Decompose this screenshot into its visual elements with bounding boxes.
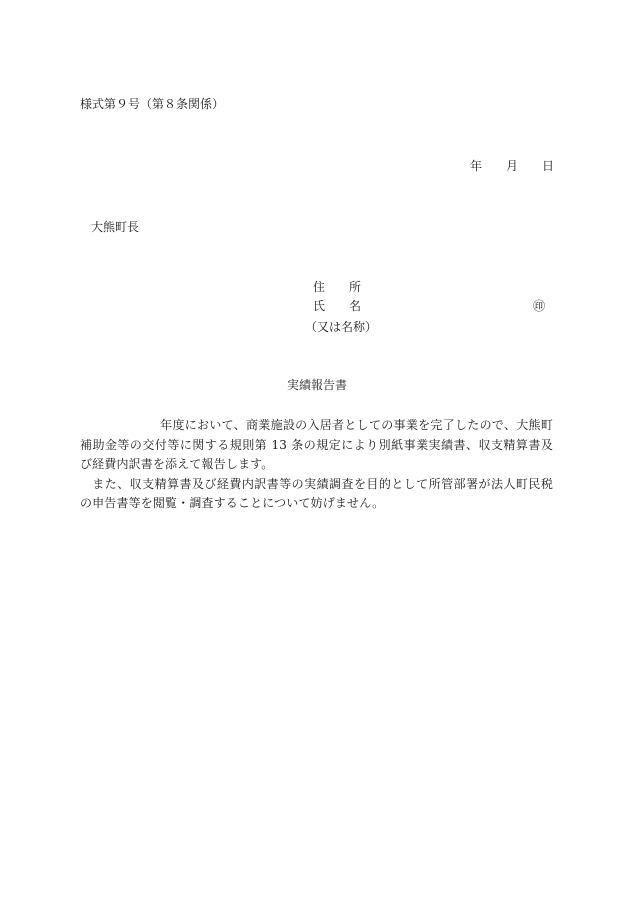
address-label	[313, 278, 361, 295]
body-paragraph-2-text: また、収支精算書及び経費内訳書等の実績調査を目的として所管部署が法人町民税の申告書等を閲覧・調査することについて妨げません。	[80, 476, 553, 510]
form-number: 様式第９号（第８条関係）	[80, 97, 225, 111]
name-label	[313, 297, 361, 314]
recipient: 大熊町長	[91, 220, 140, 234]
date-year-label: 年	[470, 159, 483, 173]
body-paragraph-1-text: 年度において、商業施設の入居者としての事業を完了したので、大熊町補助金等の交付等に関する規則第 13 条の規定により別紙事業実績書、収支精算書及び経費内訳書を添えて報告します。	[80, 418, 553, 471]
alias-label: （又は名称）	[305, 320, 378, 334]
body-paragraph-1	[80, 416, 553, 475]
address-label-char-2: 所	[349, 280, 362, 294]
date-day-label: 日	[542, 159, 555, 173]
date-line	[470, 157, 554, 174]
body-paragraph-2	[80, 475, 553, 514]
document-title: 実績報告書	[287, 378, 348, 392]
seal-mark: ㊞	[533, 299, 546, 313]
date-month-label: 月	[506, 159, 519, 173]
document-body	[80, 416, 553, 514]
name-label-char-2: 名	[349, 299, 362, 313]
address-label-char-1: 住	[313, 280, 326, 294]
name-label-char-1: 氏	[313, 299, 326, 313]
